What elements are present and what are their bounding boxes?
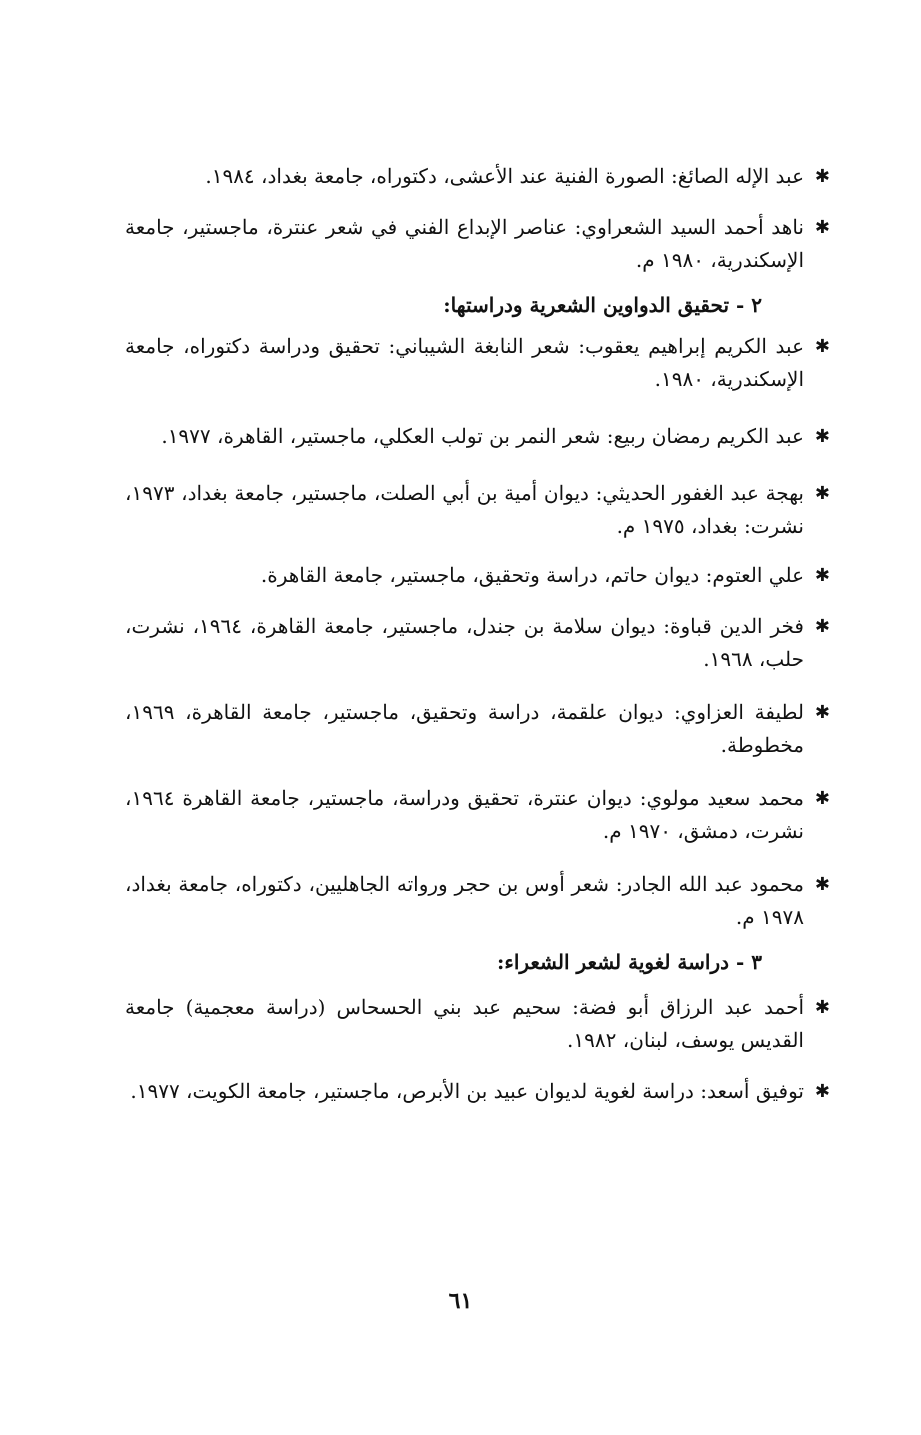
- section-heading: ٣ - دراسة لغوية لشعر الشعراء:: [497, 950, 762, 974]
- page-number: ٦١: [448, 1288, 473, 1314]
- bibliography-entry: [125, 991, 830, 1057]
- bullet-marker: ✱: [814, 788, 830, 809]
- bibliography-entry: [125, 211, 830, 277]
- bibliography-entry: [125, 610, 830, 676]
- bibliography-entry: [125, 559, 830, 592]
- entry-text: عبد الإله الصائغ: الصورة الفنية عند الأعشى، دكتوراه، جامعة بغداد، ١٩٨٤.: [205, 164, 804, 188]
- bullet-marker: ✱: [814, 565, 830, 586]
- bibliography-entry: [125, 1075, 830, 1108]
- bullet-marker: ✱: [814, 702, 830, 723]
- bullet-marker: ✱: [814, 336, 830, 357]
- bullet-marker: ✱: [814, 997, 830, 1018]
- bibliography-entry: [125, 782, 830, 848]
- entry-text: عبد الكريم إبراهيم يعقوب: شعر النابغة الشيباني: تحقيق ودراسة دكتوراه، جامعة الإسكندرية، ١٩٨٠.: [125, 334, 804, 391]
- entry-text: علي العتوم: ديوان حاتم، دراسة وتحقيق، ماجستير، جامعة القاهرة.: [260, 563, 804, 587]
- bullet-marker: ✱: [814, 217, 830, 238]
- entry-text: محمود عبد الله الجادر: شعر أوس بن حجر ورواته الجاهليين، دكتوراه، جامعة بغداد، ١٩٧٨ م.: [125, 872, 804, 929]
- bibliography-entry: [125, 868, 830, 934]
- bibliography-entry: [125, 330, 830, 396]
- section-heading: ٢ - تحقيق الدواوين الشعرية ودراستها:: [443, 293, 762, 317]
- bullet-marker: ✱: [814, 1081, 830, 1102]
- bibliography-entry: [125, 160, 830, 193]
- bibliography-entry: [125, 477, 830, 543]
- bibliography-entry: [125, 696, 830, 762]
- entry-text: ناهد أحمد السيد الشعراوي: عناصر الإبداع الفني في شعر عنترة، ماجستير، جامعة الإسكندرية، ١٩٨٠ م.: [125, 215, 804, 272]
- bullet-marker: ✱: [814, 616, 830, 637]
- bibliography-column: [125, 160, 830, 1108]
- entry-text: فخر الدين قباوة: ديوان سلامة بن جندل، ماجستير، جامعة القاهرة، ١٩٦٤، نشرت، حلب، ١٩٦٨.: [125, 614, 804, 671]
- bullet-marker: ✱: [814, 166, 830, 187]
- entry-text: محمد سعيد مولوي: ديوان عنترة، تحقيق ودراسة، ماجستير، جامعة القاهرة ١٩٦٤، نشرت، دمشق، ١٩٧٠ م.: [125, 786, 804, 843]
- bullet-marker: ✱: [814, 426, 830, 447]
- bullet-marker: ✱: [814, 483, 830, 504]
- bullet-marker: ✱: [814, 874, 830, 895]
- entry-text: عبد الكريم رمضان ربيع: شعر النمر بن تولب العكلي، ماجستير، القاهرة، ١٩٧٧.: [161, 424, 804, 448]
- bibliography-entry: [125, 420, 830, 453]
- entry-text: توفيق أسعد: دراسة لغوية لديوان عبيد بن الأبرص، ماجستير، جامعة الكويت، ١٩٧٧.: [130, 1079, 804, 1103]
- entry-text: أحمد عبد الرزاق أبو فضة: سحيم عبد بني الحسحاس (دراسة معجمية) جامعة القديس يوسف، لبنان، ١٩٨٢.: [125, 995, 804, 1052]
- entry-text: بهجة عبد الغفور الحديثي: ديوان أمية بن أبي الصلت، ماجستير، جامعة بغداد، ١٩٧٣، نشرت: بغداد، ١٩٧٥ م.: [125, 481, 804, 538]
- entry-text: لطيفة العزاوي: ديوان علقمة، دراسة وتحقيق، ماجستير، جامعة القاهرة، ١٩٦٩، مخطوطة.: [125, 700, 804, 757]
